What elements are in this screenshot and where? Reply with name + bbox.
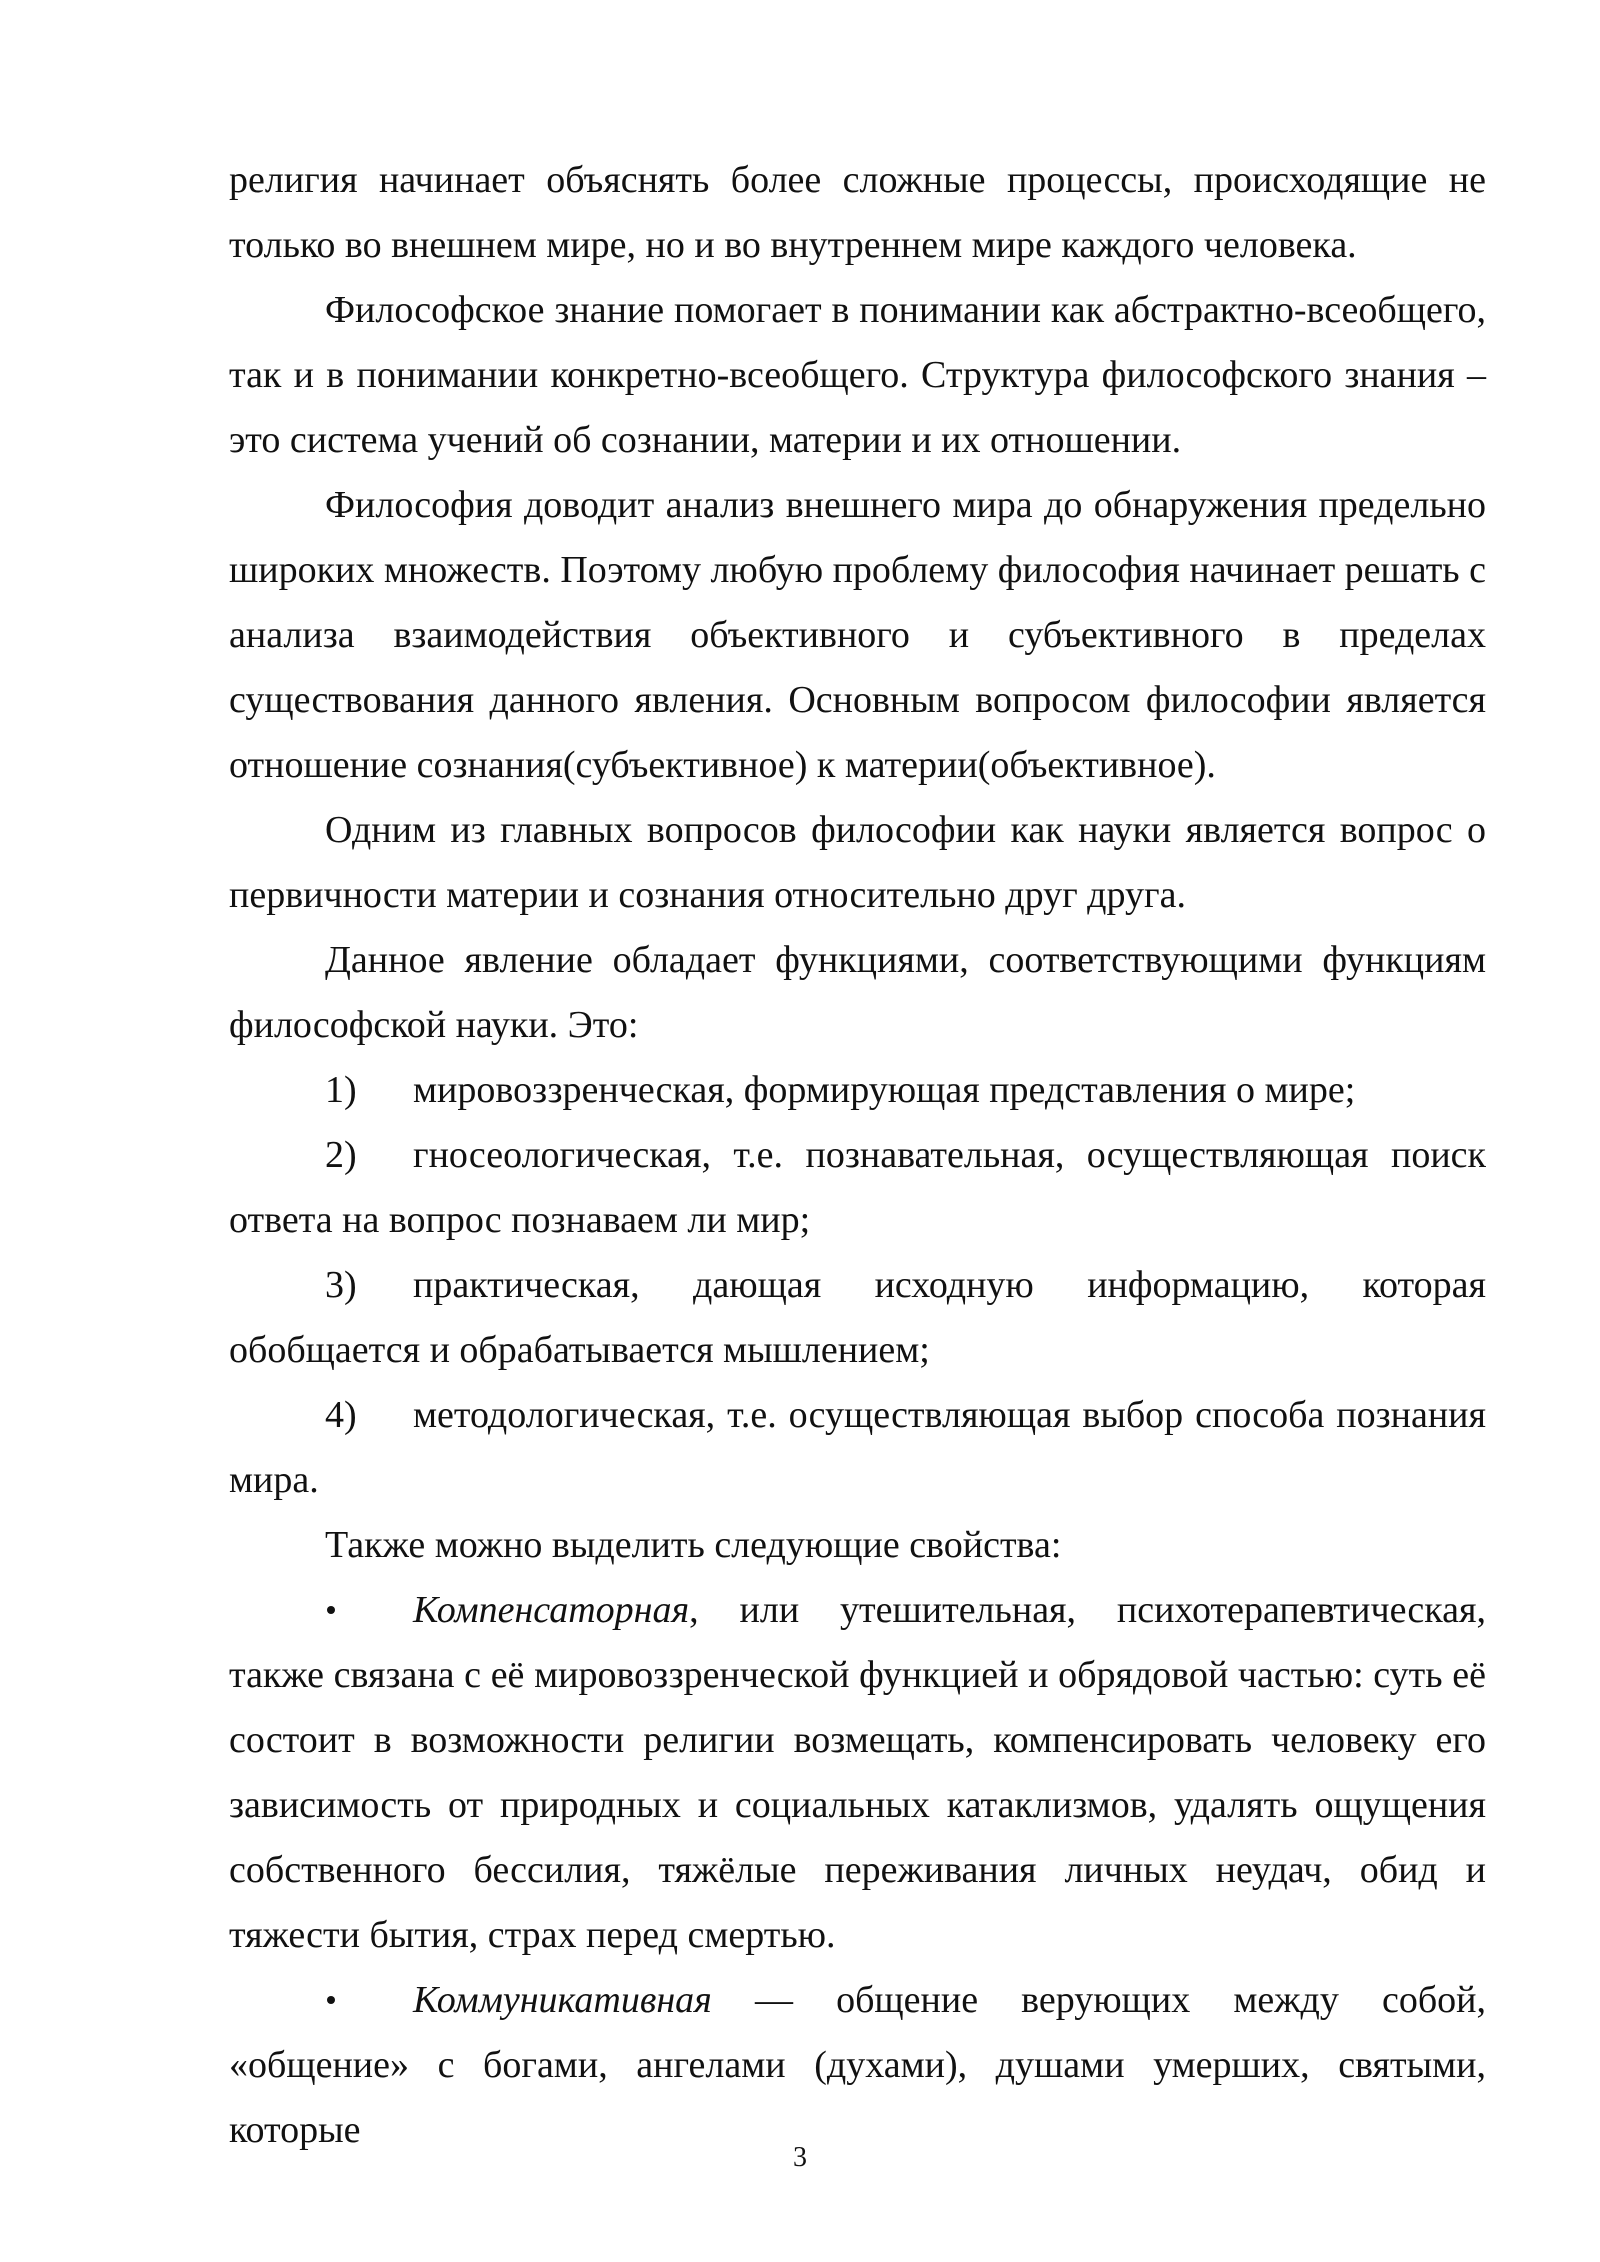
numbered-list-item [229, 1383, 1486, 1513]
bullet-term: Компенсаторная [413, 1589, 690, 1631]
bullet-text: — общение верующих между собой, «общение» с богами, ангелами (духами), душами умерших, святыми, которые [229, 1979, 1486, 2151]
bullet-marker [325, 1578, 413, 1643]
page-number: 3 [793, 2142, 807, 2173]
list-marker: 1) [325, 1069, 357, 1111]
list-item-text: методологическая, т.е. осуществляющая выбор способа познания мира. [229, 1394, 1486, 1501]
list-marker: 4) [325, 1394, 357, 1436]
paragraph: Философское знание помогает в понимании как абстрактно-всеобщего, так и в понимании конкретно-всеобщего. Структура философского знания – это система учений об сознании, материи и их отношении. [229, 289, 1486, 461]
list-item-text: мировоззренческая, формирующая представления о мире; [413, 1069, 1356, 1111]
bullet-text: , или утешительная, психотерапевтическая, также связана с её мировоззренческой функцией и обрядовой частью: суть её состоит в возможности религии возмещать, компенсировать человеку его зависимость от природных и социальных катаклизмов, удалять ощущения собственного бессилия, тяжёлые переживания личных неудач, обид и тяжести бытия, страх перед смертью. [229, 1589, 1486, 1956]
paragraph: Одним из главных вопросов философии как науки является вопрос о первичности материи и сознания относительно друг друга. [229, 809, 1486, 916]
bullet-marker [325, 1968, 413, 2033]
document-page [229, 148, 1486, 2163]
paragraph: Данное явление обладает функциями, соответствующими функциям философской науки. Это: [229, 939, 1486, 1046]
numbered-list-item [229, 1253, 1486, 1383]
numbered-list-item [229, 1058, 1486, 1123]
paragraph: религия начинает объяснять более сложные процессы, происходящие не только во внешнем мире, но и во внутреннем мире каждого человека. [229, 159, 1486, 266]
paragraph: Философия доводит анализ внешнего мира до обнаружения предельно широких множеств. Поэтому любую проблему философия начинает решать с анализа взаимодействия объективного и субъективного в пределах существования данного явления. Основным вопросом философии является отношение сознания(субъективное) к материи(объективное). [229, 484, 1486, 786]
bullet-dot-icon [327, 1996, 335, 2004]
list-marker: 3) [325, 1264, 357, 1306]
list-item-text: практическая, дающая исходную информацию, которая обобщается и обрабатывается мышлением; [229, 1264, 1486, 1371]
bullet-list-item [229, 1578, 1486, 1968]
bullet-list-item [229, 1968, 1486, 2163]
list-marker: 2) [325, 1134, 357, 1176]
numbered-list-item [229, 1123, 1486, 1253]
bullet-dot-icon [327, 1606, 335, 1614]
paragraph: Также можно выделить следующие свойства: [325, 1524, 1062, 1566]
list-item-text: гносеологическая, т.е. познавательная, осуществляющая поиск ответа на вопрос познаваем ли мир; [229, 1134, 1486, 1241]
bullet-term: Коммуникативная [413, 1979, 712, 2021]
